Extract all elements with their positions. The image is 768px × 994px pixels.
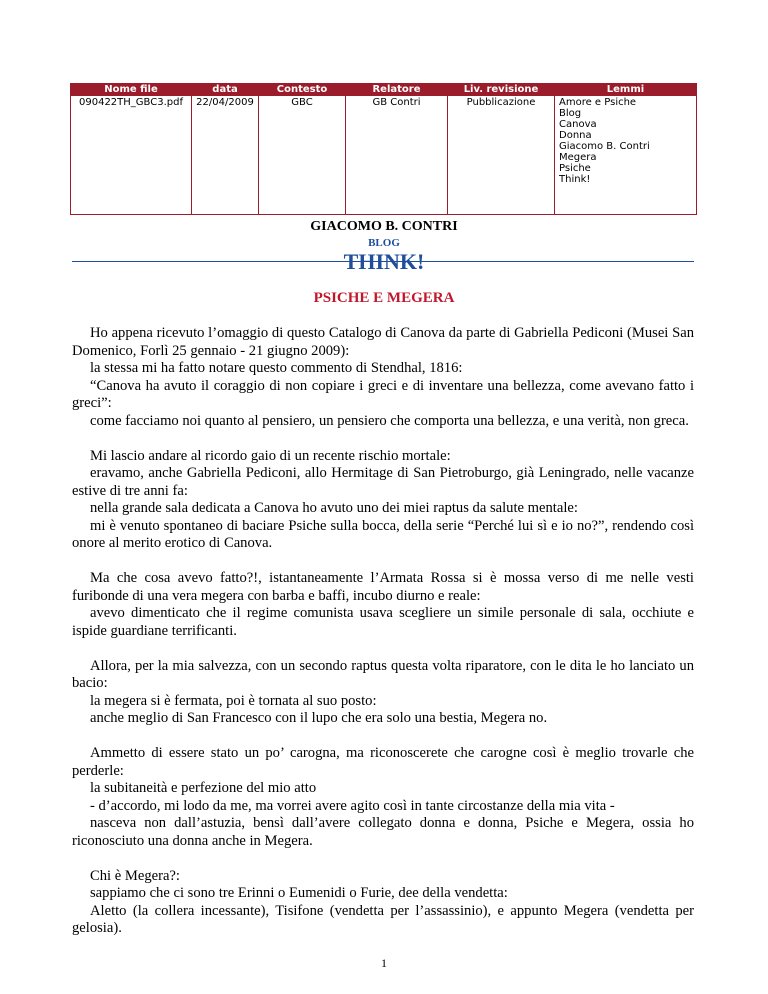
text-line: Ma che cosa avevo fatto?!, istantaneamente l’Armata Rossa si è mossa verso di me nelle vesti furibonde di una vera megera con barba e baffi, incubo diurno e reale: [72,570,694,604]
lemma-item: Think! [559,174,591,185]
meta-header-lemmi: Lemmi [555,84,697,96]
meta-date: 22/04/2009 [192,96,259,215]
meta-header-file: Nome file [71,84,192,96]
paragraph [72,868,694,938]
text-line: nasceva non dall’astuzia, bensì dall’avere collegato donna e donna, Psiche e Megera, ossia ho riconosciuto una donna anche in Megera. [72,815,694,849]
lemma-item: Megera [559,152,597,163]
meta-row [71,96,697,215]
text-line: eravamo, anche Gabriella Pediconi, allo Hermitage di San Pietroburgo, già Leningrado, nelle vacanze estive di tre anni fa: [72,465,694,499]
think-heading: THINK! [343,249,425,274]
text-line: Allora, per la mia salvezza, con un secondo raptus questa volta riparatore, con le dita le ho lanciato un bacio: [72,657,694,691]
meta-context: GBC [259,96,346,215]
text-line: Ammetto di essere stato un po’ carogna, ma riconoscerete che carogne così è meglio trovarle che perderle: [72,745,694,779]
meta-header-speaker: Relatore [346,84,448,96]
paragraph [72,448,694,553]
paragraph [72,570,694,640]
text-line: la megera si è fermata, poi è tornata al suo posto: [90,692,377,709]
lemma-item: Canova [559,119,597,130]
lemma-item: Giacomo B. Contri [559,141,650,152]
meta-header-revision: Liv. revisione [448,84,555,96]
paragraph [72,325,694,430]
text-line: come facciamo noi quanto al pensiero, un pensiero che comporta una bellezza, e una verità, non greca. [90,412,689,429]
meta-speaker: GB Contri [346,96,448,215]
text-line: Ho appena ricevuto l’omaggio di questo Catalogo di Canova da parte di Gabriella Pediconi (Musei San Domenico, Forlì 25 gennaio - 21 giugno 2009): [72,325,694,359]
text-line: mi è venuto spontaneo di baciare Psiche sulla bocca, della serie “Perché lui sì e io no?”, rendendo così onore al merito erotico di Canova. [72,517,694,551]
author-name: GIACOMO B. CONTRI [310,219,458,234]
article-title: PSICHE E MEGERA [313,290,455,306]
lemma-item: Donna [559,130,592,141]
meta-lemmi [555,96,697,215]
text-line: avevo dimenticato che il regime comunista usava scegliere un simile personale di sala, occhiute e ispide guardiane terrificanti. [72,605,694,639]
article-body [72,325,694,955]
paragraph [72,745,694,850]
meta-file: 090422TH_GBC3.pdf [71,96,192,215]
meta-revision: Pubblicazione [448,96,555,215]
meta-header-row [71,84,697,96]
lemma-item: Psiche [559,163,591,174]
text-line: - d’accordo, mi lodo da me, ma vorrei avere agito così in tante circostanze della mia vita - [90,797,615,814]
paragraph [72,658,694,728]
text-line: la stessa mi ha fatto notare questo commento di Stendhal, 1816: [90,360,463,376]
text-line: nella grande sala dedicata a Canova ho avuto uno dei miei raptus da salute mentale: [90,500,578,516]
meta-header-date: data [192,84,259,96]
document-meta-table [70,83,697,215]
text-line: Aletto (la collera incessante), Tisifone (vendetta per l’assassinio), e appunto Megera (vendetta per gelosia). [72,902,694,936]
blog-label: BLOG [368,237,400,249]
text-line: Mi lascio andare al ricordo gaio di un recente rischio mortale: [90,447,451,464]
lemma-item: Amore e Psiche [559,97,637,108]
header-divider [72,261,694,262]
lemma-item: Blog [559,108,582,119]
text-line: la subitaneità e perfezione del mio atto [90,780,317,796]
page-number: 1 [381,956,387,970]
lemmi-list [559,97,694,185]
text-line: sappiamo che ci sono tre Erinni o Eumenidi o Furie, dee della vendetta: [90,885,508,901]
text-line: Chi è Megera?: [90,867,180,884]
text-line: “Canova ha avuto il coraggio di non copiare i greci e di inventare una bellezza, come avevano fatto i greci”: [72,377,694,411]
meta-header-context: Contesto [259,84,346,96]
text-line: anche meglio di San Francesco con il lupo che era solo una bestia, Megera no. [90,710,548,726]
